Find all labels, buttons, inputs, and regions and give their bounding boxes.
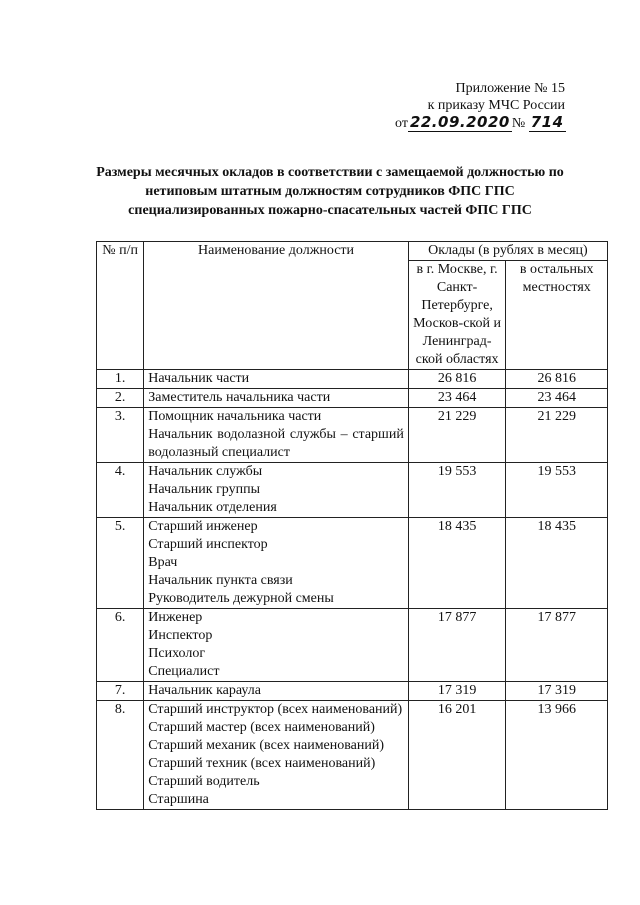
row-number: 3. — [97, 408, 144, 463]
salary-other: 23 464 — [506, 389, 608, 408]
row-number: 6. — [97, 609, 144, 682]
position-name: Специалист — [148, 664, 220, 679]
position-name: Старший техник (всех наименований) — [148, 756, 376, 771]
appendix-order: к приказу МЧС России — [427, 98, 565, 113]
header-num: № п/п — [97, 242, 144, 370]
position-name: Инженер — [148, 610, 203, 625]
header-position: Наименование должности — [144, 242, 409, 370]
position-list — [144, 370, 409, 389]
salary-moscow: 17 877 — [408, 609, 506, 682]
row-number: 8. — [97, 701, 144, 810]
row-number: 2. — [97, 389, 144, 408]
order-number: 714 — [530, 113, 564, 131]
table-row — [97, 682, 608, 701]
position-list — [144, 518, 409, 609]
number-label: № — [511, 116, 526, 131]
position-name: Старший инструктор (всех наименований) — [148, 702, 403, 717]
salary-other: 19 553 — [506, 463, 608, 518]
position-name: Психолог — [148, 646, 206, 661]
salary-moscow: 21 229 — [408, 408, 506, 463]
table-row — [97, 518, 608, 609]
salary-other: 13 966 — [506, 701, 608, 810]
header-salary-group: Оклады (в рублях в месяц) — [408, 242, 607, 261]
position-list — [144, 389, 409, 408]
salary-table — [96, 241, 608, 810]
position-name: Начальник группы — [148, 482, 261, 497]
salary-moscow: 16 201 — [408, 701, 506, 810]
position-name: Старший инспектор — [148, 537, 268, 552]
appendix-block — [395, 80, 565, 132]
salary-moscow: 26 816 — [408, 370, 506, 389]
table-row — [97, 609, 608, 682]
position-name: Начальник водолазной службы – старший водолазный специалист — [148, 427, 404, 460]
salary-other: 18 435 — [506, 518, 608, 609]
position-name: Старший инженер — [148, 519, 258, 534]
position-name: Инспектор — [148, 628, 213, 643]
position-name: Начальник пункта связи — [148, 573, 293, 588]
salary-other: 21 229 — [506, 408, 608, 463]
salary-moscow: 17 319 — [408, 682, 506, 701]
position-name: Старший водитель — [148, 774, 260, 789]
table-row — [97, 370, 608, 389]
position-name: Начальник части — [148, 371, 250, 386]
salary-moscow: 19 553 — [408, 463, 506, 518]
salary-moscow: 23 464 — [408, 389, 506, 408]
position-name: Заместитель начальника части — [148, 390, 331, 405]
appendix-date-line — [395, 114, 565, 132]
position-list — [144, 408, 409, 463]
table-row — [97, 408, 608, 463]
position-list — [144, 609, 409, 682]
table-row — [97, 389, 608, 408]
from-label: от — [395, 116, 408, 131]
row-number: 4. — [97, 463, 144, 518]
document-title: Размеры месячных окладов в соответствии с замещаемой должностью по нетиповым штатным должностям сотрудников ФПС ГПС специализированных пожарно-спасательных частей ФПС ГПС — [96, 165, 564, 218]
position-name: Помощник начальника части — [148, 409, 322, 424]
position-name: Врач — [148, 555, 178, 570]
salary-other: 17 877 — [506, 609, 608, 682]
row-number: 7. — [97, 682, 144, 701]
position-name: Старший мастер (всех наименований) — [148, 720, 375, 735]
table-row — [97, 463, 608, 518]
header-row — [97, 242, 608, 261]
row-number: 1. — [97, 370, 144, 389]
salary-other: 26 816 — [506, 370, 608, 389]
position-name: Начальник службы — [148, 464, 263, 479]
position-list — [144, 701, 409, 810]
position-name: Начальник отделения — [148, 500, 277, 515]
header-other: в остальных местностях — [506, 261, 608, 370]
position-name: Старший механик (всех наименований) — [148, 738, 385, 753]
row-number: 5. — [97, 518, 144, 609]
salary-moscow: 18 435 — [408, 518, 506, 609]
position-list — [144, 463, 409, 518]
salary-other: 17 319 — [506, 682, 608, 701]
position-name: Руководитель дежурной смены — [148, 591, 334, 606]
table-body — [97, 370, 608, 810]
header-moscow: в г. Москве, г. Санкт-Петербурге, Москов-ской и Ленинград-ской областях — [408, 261, 506, 370]
table-row — [97, 701, 608, 810]
position-name: Начальник караула — [148, 683, 261, 698]
position-list — [144, 682, 409, 701]
position-name: Старшина — [148, 792, 209, 807]
order-date: 22.09.2020 — [409, 113, 510, 131]
appendix-number: Приложение № 15 — [455, 81, 565, 96]
